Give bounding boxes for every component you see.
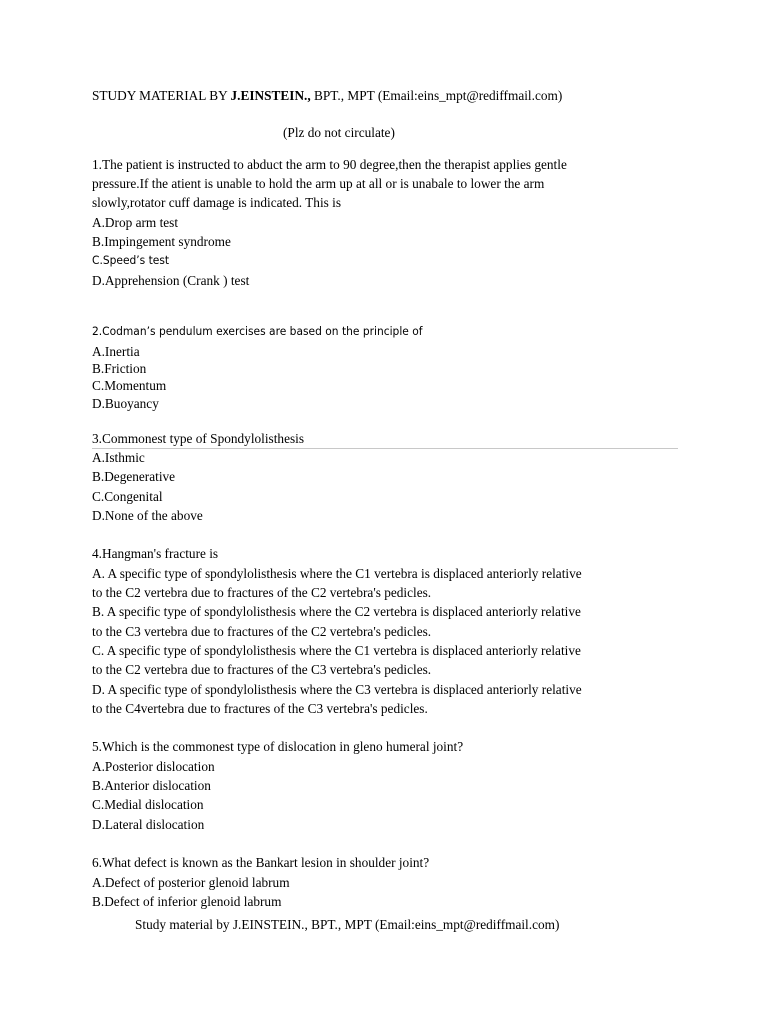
q5-option-d: D.Lateral dislocation: [92, 817, 205, 832]
q5-option-b: B.Anterior dislocation: [92, 778, 211, 793]
document-header: [92, 89, 562, 102]
q3-stem: 3.Commonest type of Spondylolisthesis: [92, 431, 305, 446]
q1-option-a: A.Drop arm test: [92, 215, 179, 230]
q2-option-b: B.Friction: [92, 361, 147, 376]
q6-option-a: A.Defect of posterior glenoid labrum: [92, 875, 290, 890]
page-footer: Study material by J.EINSTEIN., BPT., MPT (Email:eins_mpt@rediffmail.com): [135, 917, 560, 932]
q3-option-c: C.Congenital: [92, 489, 163, 504]
q4-option-d-line-1: D. A specific type of spondylolisthesis where the C3 vertebra is displaced anteriorly relative: [92, 682, 582, 697]
q4-stem: 4.Hangman's fracture is: [92, 546, 219, 561]
horizontal-rule: [92, 448, 678, 449]
q1-stem-line-1: 1.The patient is instructed to abduct the arm to 90 degree,then the therapist applies gentle: [92, 157, 567, 172]
q6-option-b: B.Defect of inferior glenoid labrum: [92, 894, 282, 909]
q5-option-a: A.Posterior dislocation: [92, 759, 215, 774]
q2-option-d: D.Buoyancy: [92, 396, 159, 411]
q4-option-a-line-1: A. A specific type of spondylolisthesis where the C1 vertebra is displaced anteriorly relative: [92, 566, 582, 581]
q4-option-a-line-2: to the C2 vertebra due to fractures of the C2 vertebra's pedicles.: [92, 585, 432, 600]
q4-option-b-line-2: to the C3 vertebra due to fractures of the C2 vertebra's pedicles.: [92, 624, 432, 639]
q2-stem: 2.Codman’s pendulum exercises are based on the principle of: [92, 324, 423, 338]
header-author: J.EINSTEIN.,: [230, 88, 311, 103]
q3-option-a: A.Isthmic: [92, 450, 145, 465]
q5-option-c: C.Medial dislocation: [92, 797, 204, 812]
q1-stem-line-3: slowly,rotator cuff damage is indicated. This is: [92, 195, 342, 210]
q1-option-d: D.Apprehension (Crank ) test: [92, 273, 250, 288]
q1-stem-line-2: pressure.If the atient is unable to hold the arm up at all or is unabale to lower the arm: [92, 176, 545, 191]
q4-option-c-line-2: to the C2 vertebra due to fractures of the C3 vertebra's pedicles.: [92, 662, 432, 677]
q4-option-b-line-1: B. A specific type of spondylolisthesis where the C2 vertebra is displaced anteriorly relative: [92, 604, 581, 619]
q5-stem: 5.Which is the commonest type of dislocation in gleno humeral joint?: [92, 739, 464, 754]
header-suffix: BPT., MPT (Email:eins_mpt@rediffmail.com): [310, 88, 563, 103]
q2-option-c: C.Momentum: [92, 378, 167, 393]
q4-option-c-line-1: C. A specific type of spondylolisthesis where the C1 vertebra is displaced anteriorly relative: [92, 643, 581, 658]
header-prefix: STUDY MATERIAL BY: [92, 88, 231, 103]
q1-option-c: C.Speed’s test: [92, 253, 170, 267]
q1-option-b: B.Impingement syndrome: [92, 234, 231, 249]
q3-option-d: D.None of the above: [92, 508, 203, 523]
q3-option-b: B.Degenerative: [92, 469, 176, 484]
q6-stem: 6.What defect is known as the Bankart lesion in shoulder joint?: [92, 855, 430, 870]
q4-option-d-line-2: to the C4vertebra due to fractures of the C3 vertebra's pedicles.: [92, 701, 428, 716]
q2-option-a: A.Inertia: [92, 344, 140, 359]
circulation-note: (Plz do not circulate): [283, 125, 395, 140]
